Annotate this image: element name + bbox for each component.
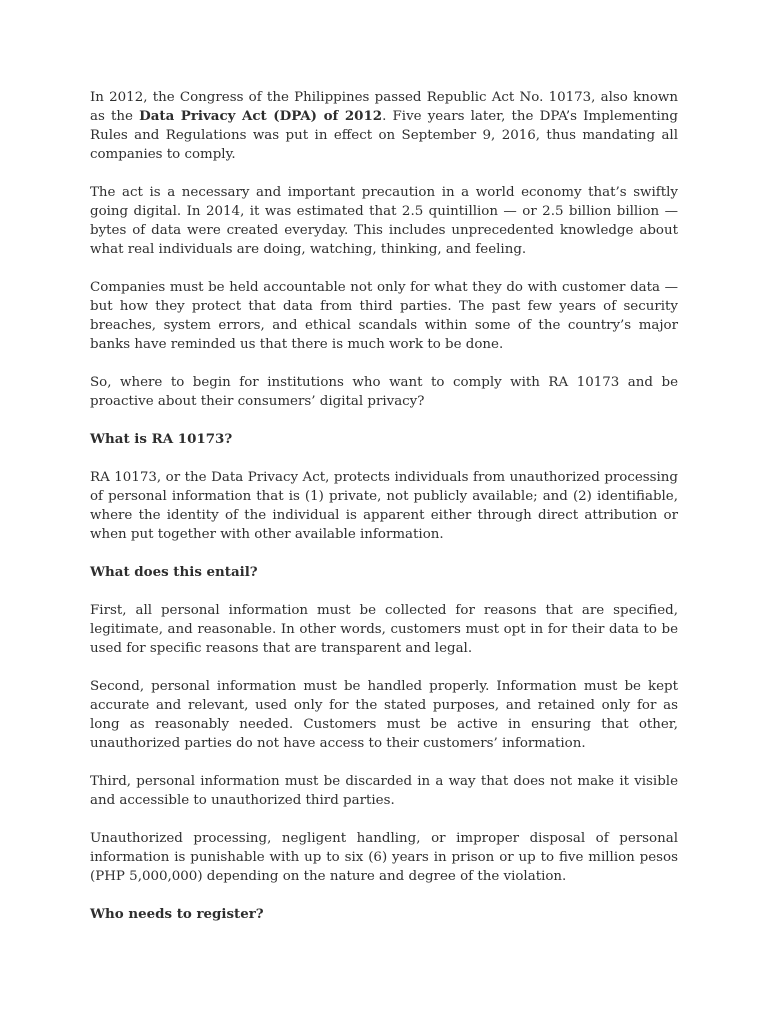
paragraph-penalties: Unauthorized processing, negligent handling, or improper disposal of personal information is punishable with up to six (6) years in prison or up to five million pesos (PHP 5,000,000) depending on the nature and degree of the violation.	[90, 831, 678, 884]
act-name: Data Privacy Act (DPA) of 2012	[139, 108, 383, 124]
paragraph-accountability: Companies must be held accountable not only for what they do with customer data — but how they protect that data from third parties. The past few years of security breaches, system errors, and ethical scandals within some of the country’s major banks have reminded us that there is much work to be done.	[90, 280, 678, 352]
heading-what-entail: What does this entail?	[90, 564, 258, 580]
paragraph-third: Third, personal information must be discarded in a way that does not make it visible and accessible to unauthorized third parties.	[90, 774, 678, 808]
heading-what-is-ra: What is RA 10173?	[90, 431, 233, 447]
paragraph-second: Second, personal information must be handled properly. Information must be kept accurate and relevant, used only for the stated purposes, and retained only for as long as reasonably needed. Customers must be active in ensuring that other, unauthorized parties do not have access to their customers’ information.	[90, 679, 678, 751]
heading-who-register: Who needs to register?	[90, 906, 264, 922]
paragraph-digital-economy: The act is a necessary and important precaution in a world economy that’s swiftly going digital. In 2014, it was estimated that 2.5 quintillion — or 2.5 billion billion — bytes of data were created everyday. This includes unprecedented knowledge about what real individuals are doing, watching, thinking, and feeling.	[90, 185, 678, 257]
paragraph-where-to-begin: So, where to begin for institutions who want to comply with RA 10173 and be proactive about their consumers’ digital privacy?	[90, 375, 678, 409]
paragraph-ra-definition: RA 10173, or the Data Privacy Act, protects individuals from unauthorized processing of personal information that is (1) private, not publicly available; and (2) identifiable, where the identity of the individual is apparent either through direct attribution or when put together with other available information.	[90, 470, 678, 542]
paragraph-first: First, all personal information must be collected for reasons that are specified, legitimate, and reasonable. In other words, customers must opt in for their data to be used for specific reasons that are transparent and legal.	[90, 603, 678, 656]
intro-paragraph	[90, 88, 678, 164]
intro-text-before: In 2012, the Congress of the Philippines passed Republic Act No. 10173, also known as the	[90, 90, 678, 124]
intro-text-after: . Five years later, the DPA’s Implementing Rules and Regulations was put in effect on September 9, 2016, thus mandating all companies to comply.	[90, 109, 678, 162]
